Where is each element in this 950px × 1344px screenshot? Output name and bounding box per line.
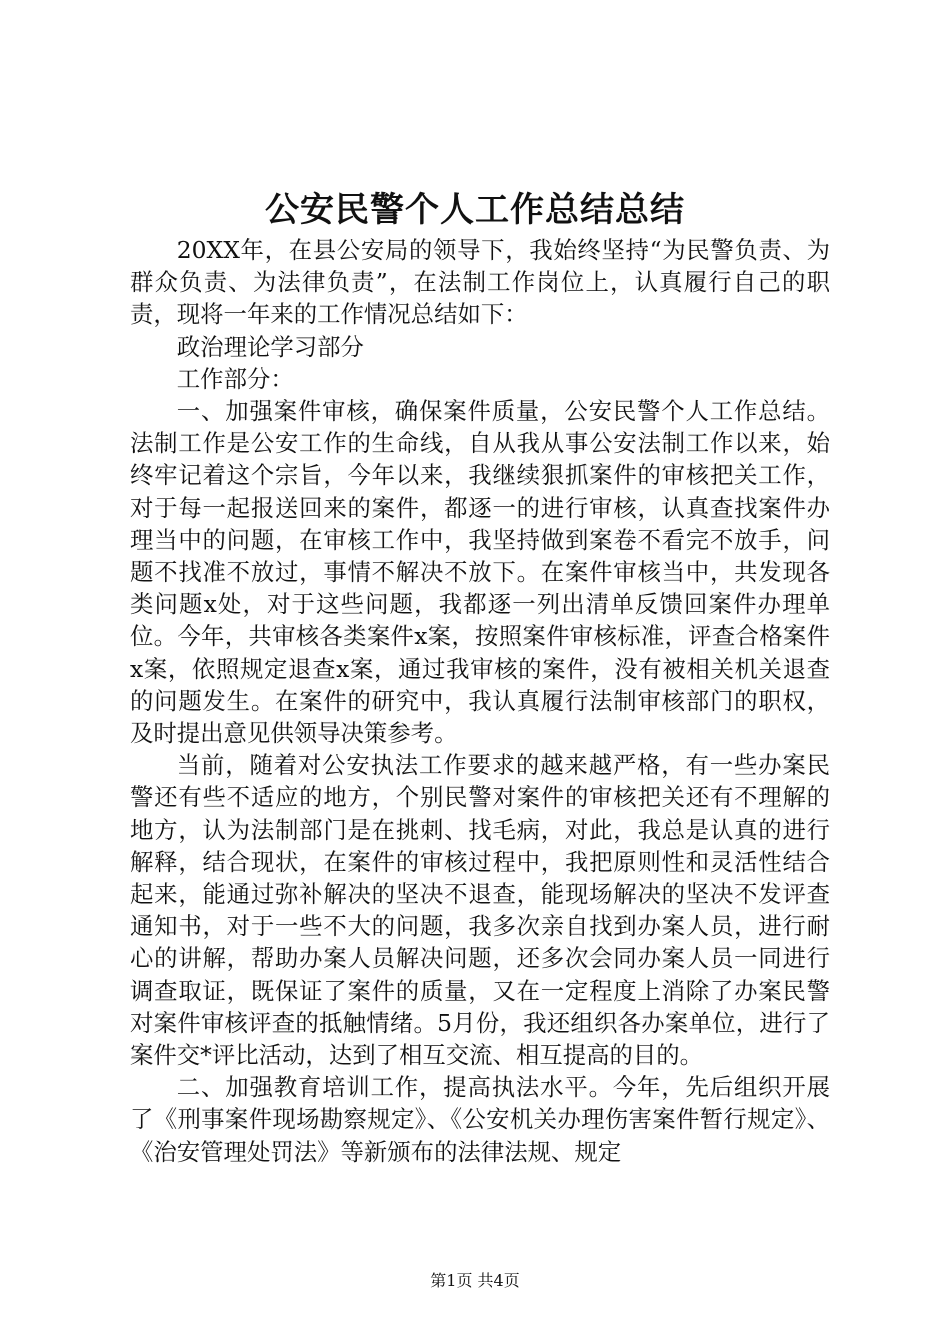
paragraph-politics-heading: 政治理论学习部分 (176, 332, 364, 361)
document-title: 公安民警个人工作总结总结 (265, 190, 685, 230)
paragraph-work-heading: 工作部分： (176, 364, 294, 393)
page-number-footer: 第1页 共4页 (430, 1271, 520, 1290)
paragraph-training: 二、加强教育培训工作，提高执法水平。今年，先后组织开展了《刑事案件现场勘察规定》、《公安机关办理伤害案件暂行规定》、《治安管理处罚法》等新颁布的法律法规、规定 (130, 1073, 830, 1166)
document-body (130, 234, 830, 1168)
paragraph-current-situation: 当前，随着对公安执法工作要求的越来越严格，有一些办案民警还有些不适应的地方，个别民警对案件的审核把关还有不理解的地方，认为法制部门是在挑刺、找毛病，对此，我总是认真的进行解释，结合现状，在案件的审核过程中，我把原则性和灵活性结合起来，能通过弥补解决的坚决不退查，能现场解决的坚决不发评查通知书，对于一些不大的问题，我多次亲自找到办案人员，进行耐心的讲解，帮助办案人员解决问题，还多次会同办案人员一同进行调查取证，既保证了案件的质量，又在一定程度上消除了办案民警对案件审核评查的抵触情绪。5月份，我还组织各办案单位，进行了案件交*评比活动，达到了相互交流、相互提高的目的。 (130, 751, 830, 1070)
paragraph-case-review: 一、加强案件审核，确保案件质量，公安民警个人工作总结。法制工作是公安工作的生命线，自从我从事公安法制工作以来，始终牢记着这个宗旨，今年以来，我继续狠抓案件的审核把关工作，对于每一起报送回来的案件，都逐一的进行审核，认真查找案件办理当中的问题，在审核工作中，我坚持做到案卷不看完不放手，问题不找准不放过，事情不解决不放下。在案件审核当中，共发现各类问题x处，对于这些问题，我都逐一列出清单反馈回案件办理单位。今年，共审核各类案件x案，按照案件审核标准，评查合格案件x案，依照规定退查x案，通过我审核的案件，没有被相关机关退查的问题发生。在案件的研究中，我认真履行法制审核部门的职权，及时提出意见供领导决策参考。 (130, 397, 830, 748)
paragraph-intro: 20XX年，在县公安局的领导下，我始终坚持“为民警负责、为群众负责、为法律负责”，在法制工作岗位上，认真履行自己的职责，现将一年来的工作情况总结如下： (130, 236, 830, 329)
